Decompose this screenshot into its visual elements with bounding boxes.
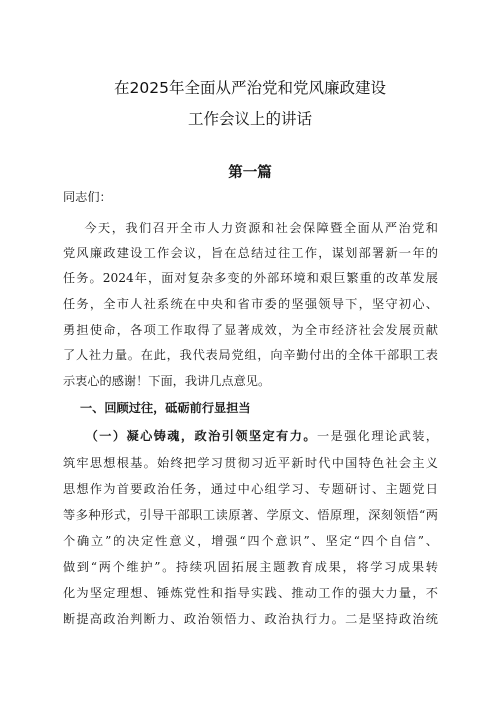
paragraph-1-line: 今天，我们召开全市人力资源和社会保障暨全面从严治党和	[63, 221, 438, 235]
paragraph-2-line: 断提高政治判断力、政治领悟力、政治执行力。二是坚持政治统	[63, 612, 438, 626]
paragraph-2-line: 思想作为首要政治任务，通过中心组学习、专题研讨、主题党日	[63, 482, 438, 496]
paragraph-1-line: 党风廉政建设工作会议，旨在总结过往工作，谋划部署新一年的	[63, 246, 438, 260]
section-heading-1: 一、回顾过往，砥砺前行显担当	[63, 401, 251, 415]
paragraph-2-line: 个确立”的决定性意义，增强“四个意识”、坚定“四个自信”、	[63, 534, 438, 548]
document-title-line-2: 工作会议上的讲话	[187, 110, 312, 128]
paragraph-1-line: 示衷心的感谢！下面，我讲几点意见。	[63, 374, 271, 388]
part-heading: 第一篇	[228, 165, 272, 181]
paragraph-1-line: 勇担使命，各项工作取得了显著成效，为全市经济社会发展贡献	[63, 323, 438, 337]
paragraph-1-line: 了人社力量。在此，我代表局党组，向辛勤付出的全体干部职工表	[63, 348, 438, 362]
paragraph-2-line: 等多种形式，引导干部职工读原著、学原文、悟原理，深刻领悟“两	[63, 508, 438, 522]
paragraph-1-line: 任务。2024年，面对复杂多变的外部环境和艰巨繁重的改革发展	[63, 271, 438, 285]
document-title-line-1: 在2025年全面从严治党和党风廉政建设	[114, 79, 386, 97]
salutation: 同志们：	[63, 190, 112, 204]
paragraph-2-line: 做到“两个维护”。持续巩固拓展主题教育成果，将学习成果转	[63, 560, 438, 574]
paragraph-2-line: 筑牢思想根基。始终把学习贯彻习近平新时代中国特色社会主义	[63, 456, 438, 470]
paragraph-2-line: 化为坚定理想、锤炼党性和指导实践、推动工作的强大力量，不	[63, 586, 438, 600]
paragraph-1-line: 任务，全市人社系统在中央和省市委的坚强领导下，坚守初心、	[63, 297, 438, 311]
subsection-1-lead-line	[63, 427, 438, 445]
subsection-1-heading: （一）凝心铸魂，政治引领坚定有力。	[63, 429, 317, 443]
subsection-1-lead-text: 一是强化理论武装，	[316, 429, 438, 443]
